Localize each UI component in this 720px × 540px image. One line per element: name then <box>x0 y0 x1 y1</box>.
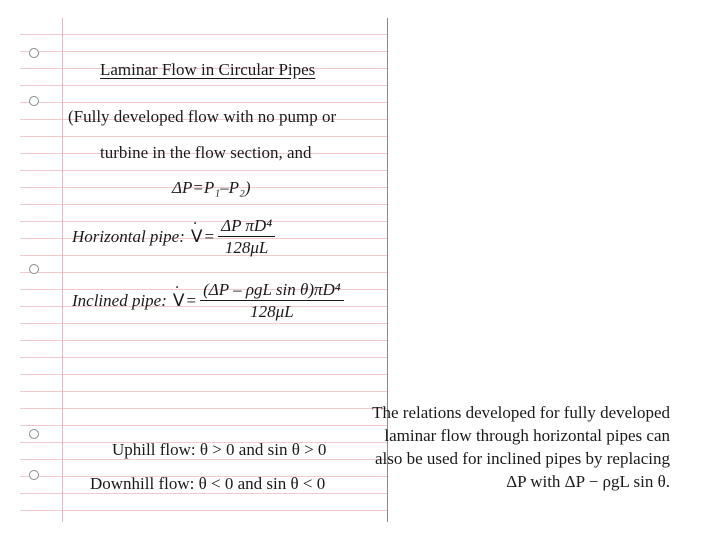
notebook-sheet <box>20 18 388 522</box>
figure-caption: The relations developed for fully developed laminar flow through horizontal pipes can also be used for inclined pipes by replacing ΔP with ΔP − ρgL sin θ. <box>372 403 670 491</box>
downhill-flow-condition: Downhill flow: θ < 0 and sin θ < 0 <box>90 474 326 493</box>
flow-rate-symbol: · V <box>191 227 203 247</box>
horizontal-fraction <box>218 216 275 257</box>
equals-sign: = <box>204 226 215 246</box>
uphill-flow-condition: Uphill flow: θ > 0 and sin θ > 0 <box>112 440 327 459</box>
inclined-fraction <box>200 280 344 321</box>
condition-note-line-2: turbine in the flow section, and <box>100 143 312 162</box>
horizontal-pipe-label: Horizontal pipe: <box>72 226 185 246</box>
inclined-pipe-label: Inclined pipe: <box>72 290 167 310</box>
condition-note-line-3: ΔP=P₁–P₂) <box>172 178 251 197</box>
inclined-pipe-equation <box>72 280 344 321</box>
binder-hole-icon <box>29 470 39 480</box>
binder-hole-icon <box>29 96 39 106</box>
sheet-title: Laminar Flow in Circular Pipes <box>100 60 316 79</box>
condition-note-line-1: (Fully developed flow with no pump or <box>68 107 337 126</box>
binder-hole-icon <box>29 48 39 58</box>
inclined-denominator: 128μL <box>250 302 294 321</box>
equals-sign: = <box>186 290 197 310</box>
binder-hole-icon <box>29 429 39 439</box>
horizontal-denominator: 128μL <box>224 238 269 257</box>
flow-rate-symbol: · V <box>173 291 185 311</box>
inclined-numerator: (ΔP – ρgL sin θ)πD⁴ <box>200 280 344 301</box>
binder-hole-icon <box>29 264 39 274</box>
horizontal-pipe-equation <box>72 216 275 257</box>
horizontal-numerator: ΔP πD⁴ <box>218 216 275 237</box>
